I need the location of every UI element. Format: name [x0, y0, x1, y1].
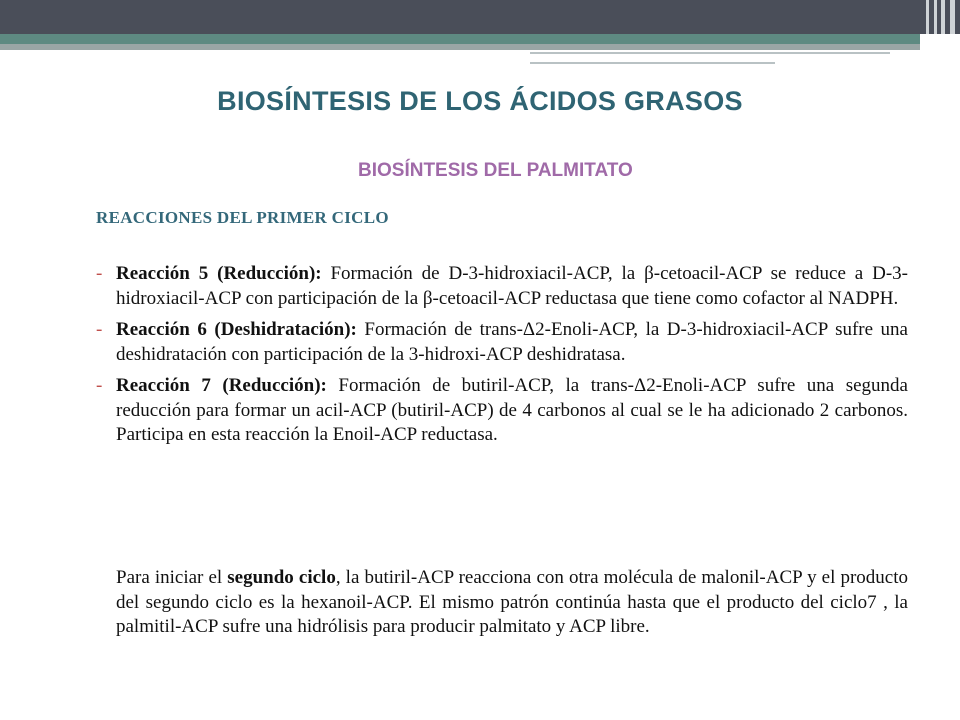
banner-stripe — [934, 0, 937, 34]
reaction-text: Formación de D-3-hidroxiacil-ACP, la β-cetoacil-ACP se reduce a D-3-hidroxiacil-ACP con participación de la β-cetoacil-ACP reductasa que tiene como cofactor al NADPH. — [116, 263, 908, 309]
banner-teal-band — [0, 34, 920, 44]
reaction-item — [96, 374, 908, 448]
reaction-title: Reacción 6 (Deshidratación): — [116, 319, 357, 340]
section-heading: REACCIONES DEL PRIMER CICLO — [96, 208, 389, 227]
reaction-title: Reacción 5 (Reducción): — [116, 263, 322, 284]
reaction-title: Reacción 7 (Reducción): — [116, 375, 327, 396]
banner-stripe — [950, 0, 955, 34]
reaction-text: Formación de butiril-ACP, la trans-Δ2-Enoli-ACP sufre una segunda reducción para formar un acil-ACP (butiril-ACP) de 4 carbonos al cual se le ha adicionado 2 carbonos. Participa en esta reacción la Enoil-ACP reductasa. — [116, 375, 908, 445]
closing-text-end: , la butiril-ACP reacciona con otra molécula de malonil-ACP y el producto del segundo ciclo es la hexanoil-ACP. El mismo patrón continúa hasta que el producto del ciclo7 , la palmitil-ACP sufre una hidrólisis para producir palmitato y ACP libre. — [116, 567, 908, 637]
bullet-dash: - — [96, 319, 103, 340]
banner-dark-band — [0, 0, 960, 34]
bullet-dash: - — [96, 375, 103, 396]
closing-emphasis: segundo ciclo — [227, 567, 336, 588]
slide-title: BIOSÍNTESIS DE LOS ÁCIDOS GRASOS — [217, 86, 743, 116]
banner-gray-band — [0, 44, 920, 50]
decorative-rule — [530, 62, 775, 64]
banner-stripe — [941, 0, 945, 34]
decorative-rule — [530, 52, 890, 54]
reaction-item — [96, 262, 908, 311]
reaction-item — [96, 318, 908, 367]
bullet-dash: - — [96, 263, 103, 284]
banner-stripe — [926, 0, 929, 34]
reaction-list — [96, 262, 908, 455]
reaction-text: Formación de trans-Δ2-Enoli-ACP, la D-3-hidroxiacil-ACP sufre una deshidratación con participación de la 3-hidroxi-ACP deshidratasa. — [116, 319, 908, 365]
slide-subtitle: BIOSÍNTESIS DEL PALMITATO — [358, 160, 633, 181]
closing-text-start: Para iniciar el — [116, 567, 228, 588]
closing-paragraph — [116, 566, 908, 640]
top-banner — [0, 0, 960, 34]
